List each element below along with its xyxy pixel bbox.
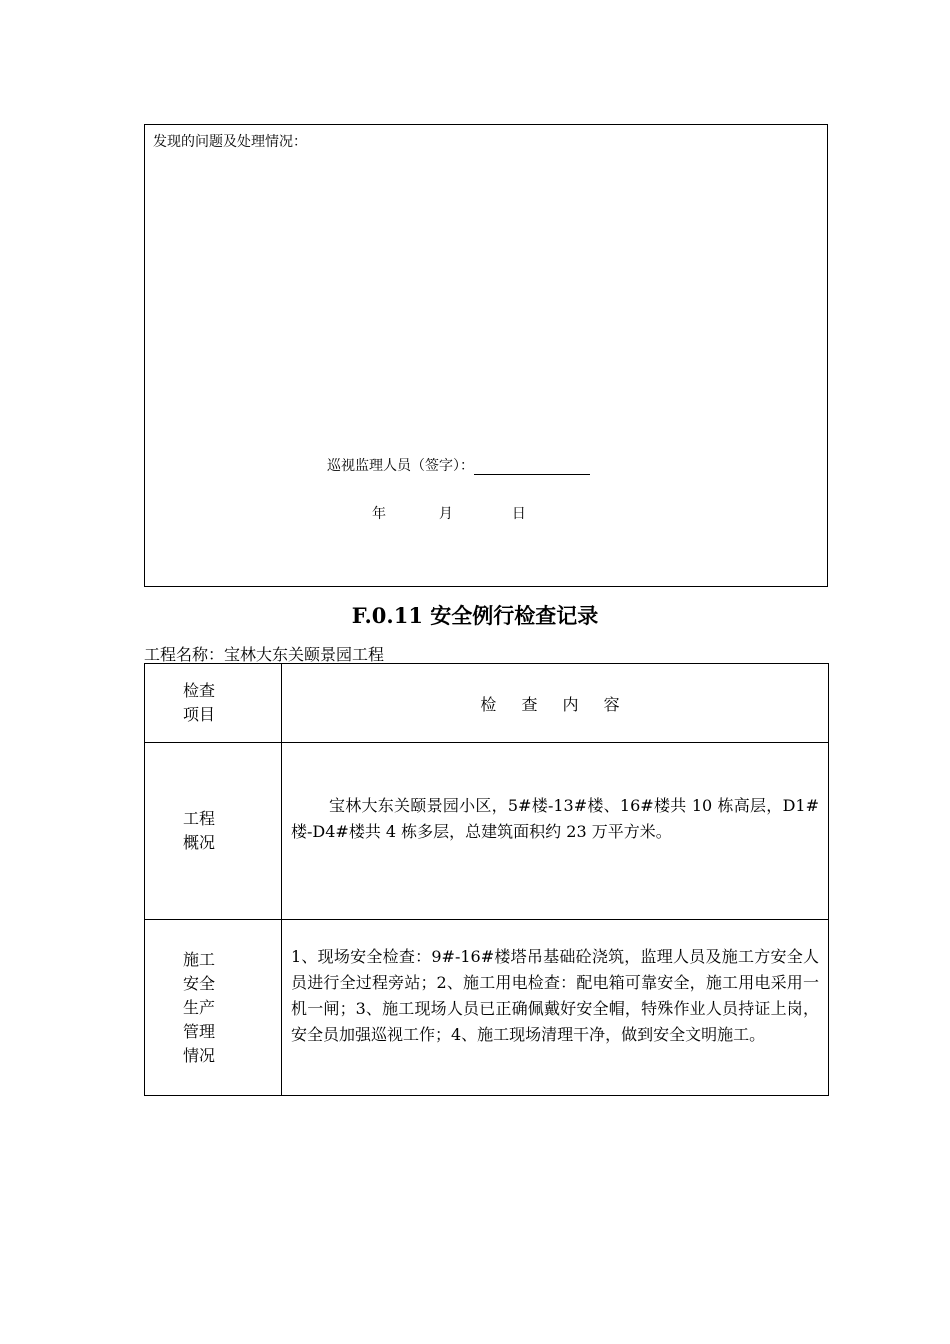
project-name: 工程名称：宝林大东关颐景园工程 (144, 645, 385, 664)
safety-label-line: 管理 (183, 1021, 216, 1041)
header-item-cell (145, 664, 282, 743)
safety-label-line: 安全 (183, 973, 216, 993)
date-line (372, 503, 526, 523)
overview-label-line: 工程 (183, 809, 216, 828)
year-label: 年 (372, 506, 386, 522)
overview-label (183, 807, 223, 855)
safety-label-line: 情况 (183, 1045, 216, 1065)
section-title: F.0.11 安全例行检查记录 (351, 603, 599, 628)
table-row (145, 920, 829, 1096)
overview-text: 宝林大东关颐景园小区，5#楼-13#楼、16#楼共 10 栋高层，D1#楼-D4#楼共 4 栋多层，总建筑面积约 23 万平方米。 (291, 796, 819, 841)
header-item-line: 项目 (183, 705, 216, 724)
table-row (145, 743, 829, 920)
signature-field[interactable] (474, 460, 590, 475)
header-content-cell (282, 664, 829, 743)
overview-content-cell (282, 743, 829, 920)
safety-label-cell (145, 920, 282, 1096)
safety-label-line: 生产 (183, 997, 216, 1017)
overview-label-cell (145, 743, 282, 920)
safety-label (183, 948, 223, 1068)
signature-label: 巡视监理人员（签字）： (327, 458, 474, 474)
issues-box (144, 124, 828, 587)
header-content-label: 检 查 内 容 (480, 694, 630, 714)
overview-label-line: 概况 (183, 833, 216, 852)
month-label: 月 (438, 506, 453, 522)
table-header-row (145, 664, 829, 743)
day-label: 日 (511, 506, 526, 522)
safety-label-line: 施工 (183, 949, 216, 969)
signature-line (327, 455, 590, 475)
inspection-table (144, 663, 829, 1096)
issues-label: 发现的问题及处理情况： (153, 134, 307, 150)
header-item-label (183, 679, 223, 727)
safety-content-cell (282, 920, 829, 1096)
safety-text: 1、现场安全检查：9#-16#楼塔吊基础砼浇筑，监理人员及施工方安全人员进行全过程旁站；2、施工用电检查：配电箱可靠安全，施工用电采用一机一闸；3、施工现场人员已正确佩戴好安全帽，特殊作业人员持证上岗，安全员加强巡视工作；4、施工现场清理干净，做到安全文明施工。 (291, 947, 819, 1044)
header-item-line: 检查 (183, 681, 216, 700)
